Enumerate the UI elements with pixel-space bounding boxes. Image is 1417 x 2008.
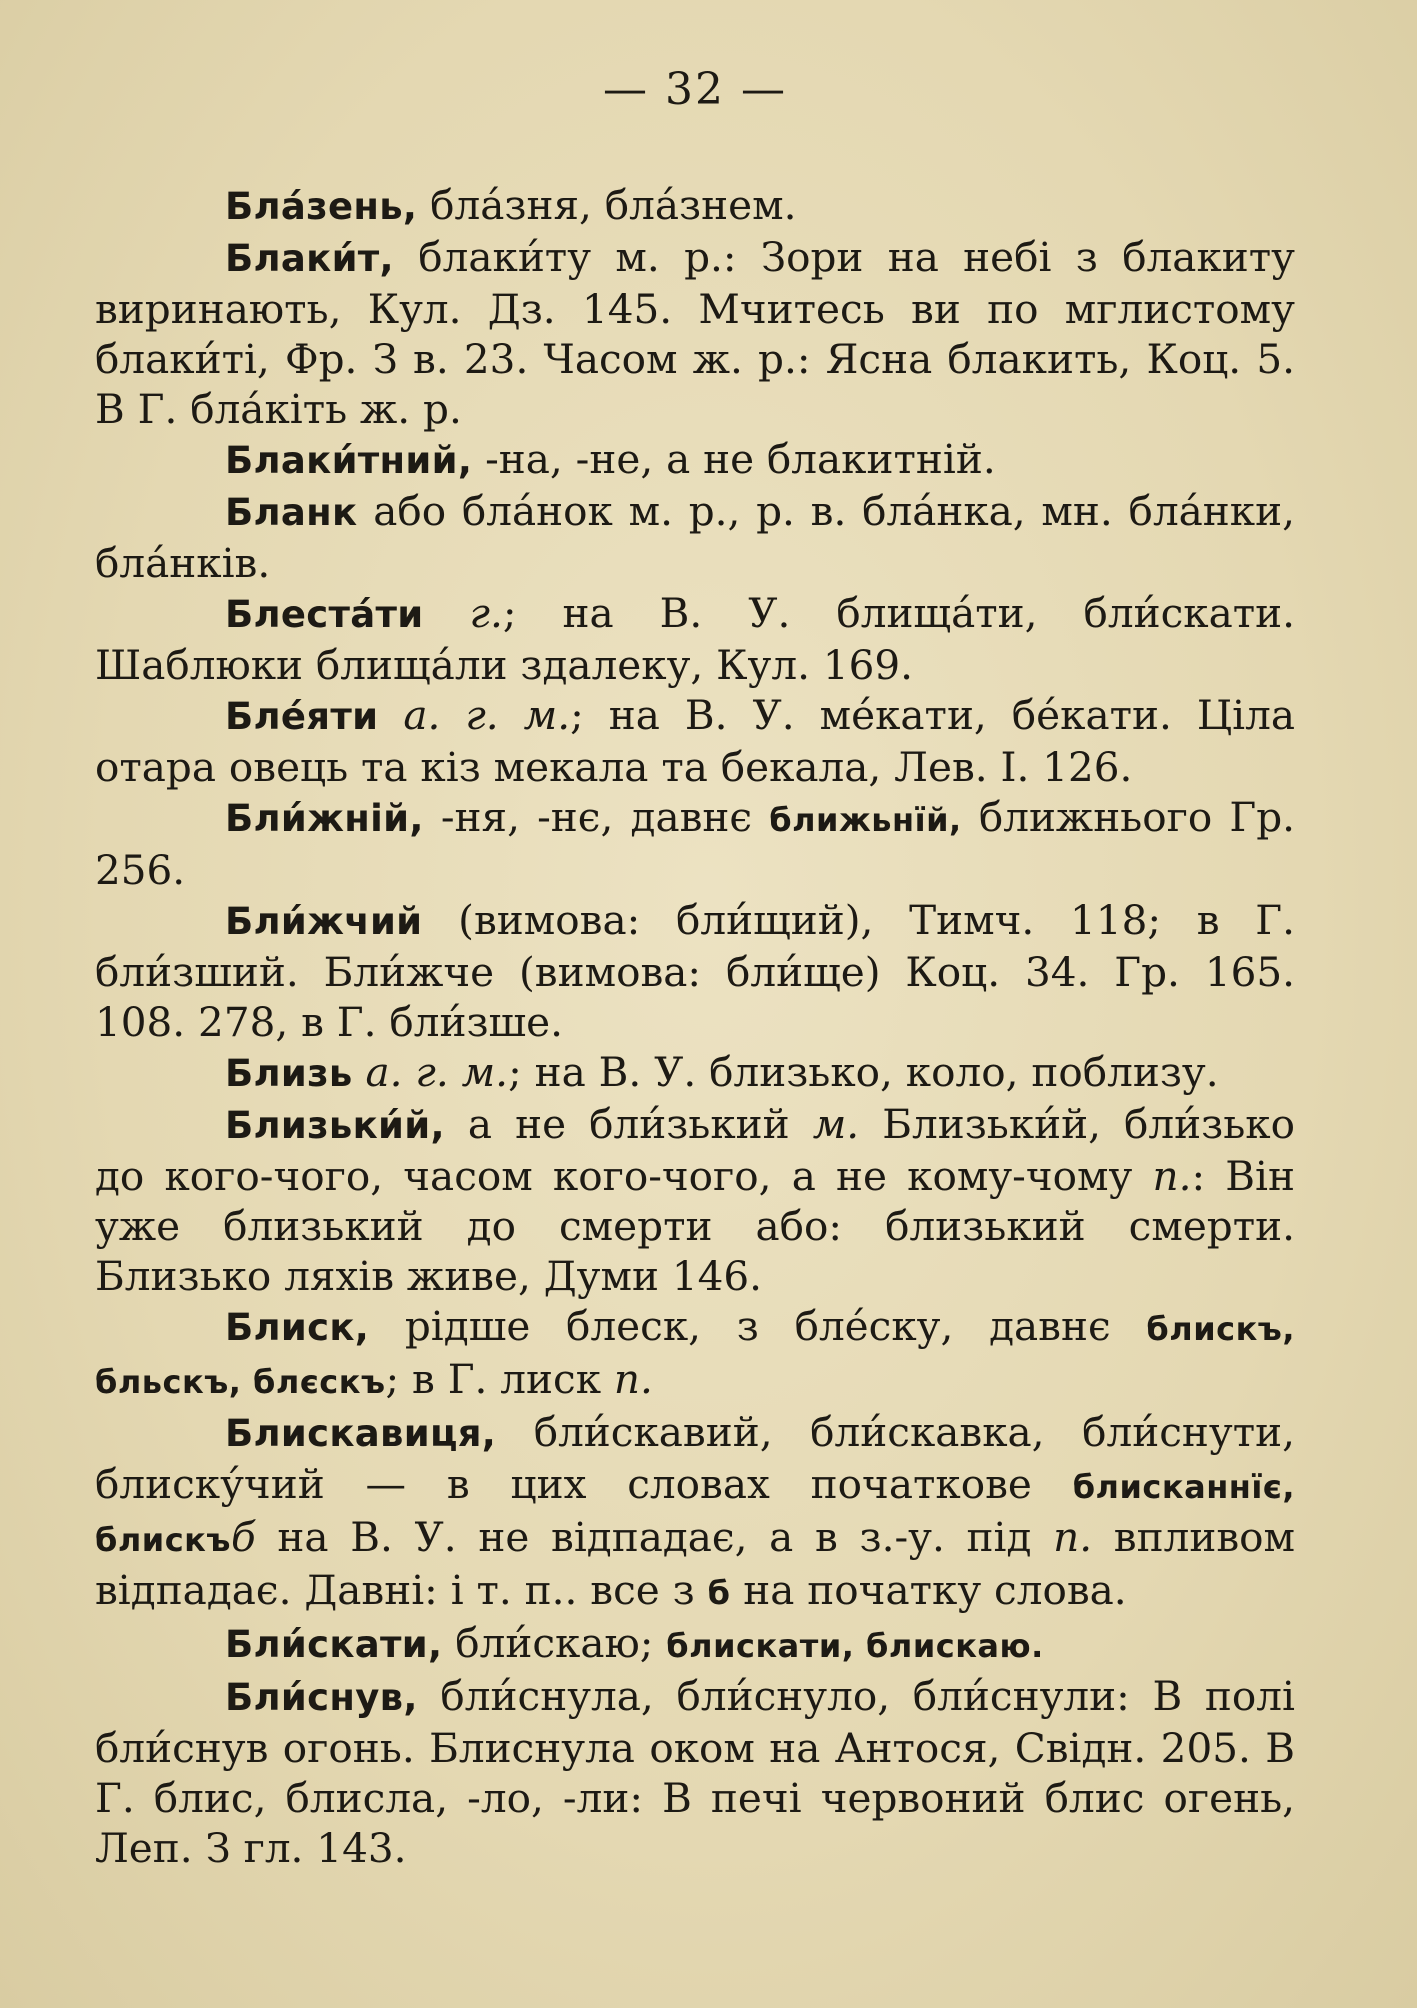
entry-headword: Блиск,: [225, 1306, 370, 1349]
entry-headword: Бле́яти: [225, 695, 379, 738]
entry-text: -ня, -нє, давнє: [423, 793, 770, 841]
entry-headword: Блискавиця,: [225, 1412, 497, 1455]
entry-headword: Бла́зень,: [225, 185, 418, 228]
entry-text: впливом відпадає. Давні:: [95, 1513, 1296, 1614]
entry-text: : Він уже близький до смерти або: близький смерти. Близько ляхів живе, Думи 146.: [95, 1152, 1296, 1300]
entry-headword: Близьки́й,: [225, 1104, 445, 1147]
entry-headword: Бли́жчий: [225, 900, 423, 943]
entry-text: бли́скаю;: [442, 1619, 667, 1667]
entry-text: бли́скавий, бли́скавка, бли́снути, блиску́чий — в цих словах початкове: [95, 1408, 1295, 1508]
entry-text: -на, -не, а не блакитній.: [472, 435, 996, 483]
grammar-mark: а. г. м.: [378, 691, 571, 739]
entry-text: ; на В. У. блища́ти, бли́скати. Шаблюки блища́ли здалеку, Кул. 169.: [95, 589, 1296, 689]
dictionary-entry: [95, 180, 1295, 232]
dictionary-entry: [95, 486, 1295, 588]
dictionary-entry: [95, 1671, 1295, 1873]
entry-text: бли́снула, бли́снуло, бли́снули: В полі бли́снув огонь. Блиснула оком на Антося, Свідн. 205. В Г. блис, блисла, -ло, -ли: В печі червоний блис огень, Леп. З гл. 143.: [95, 1672, 1295, 1872]
entry-text: блаки́ту м. р.: Зори на небі з блакиту виринають, Кул. Дз. 145. Мчитесь ви по мглистому блаки́ті, Фр. З в. 23. Часом ж. р.: Ясна блакить, Коц. 5. В Г. бла́кіть ж. р.: [95, 233, 1295, 433]
entry-text: бла́зня, бла́знем.: [417, 181, 797, 229]
dictionary-page: [95, 60, 1295, 1873]
entry-headword: Бли́скати,: [225, 1623, 443, 1666]
grammar-mark: п.: [1053, 1513, 1093, 1561]
entry-text: Близьки́й, бли́зько до кого-чого, часом кого-чого, а не кому-чому: [95, 1100, 1295, 1200]
grammar-mark: б: [230, 1513, 256, 1561]
entry-headword: Бли́снув,: [225, 1676, 418, 1719]
dictionary-entry: [95, 1407, 1295, 1618]
entry-headword: Блаки́тний,: [225, 439, 473, 482]
dictionary-entry: [95, 1099, 1295, 1301]
entry-text: ; на В. У. ме́кати, бе́кати. Ціла отара овець та кіз мекала та бекала, Лев. І. 126.: [95, 691, 1296, 791]
old-form: блисканнїє, блискъ: [95, 1468, 1295, 1559]
dictionary-entry: [95, 1618, 1295, 1671]
dictionary-entry: [95, 434, 1295, 486]
entry-headword: Бли́жній,: [225, 797, 424, 840]
entry-text: а не бли́зький: [444, 1100, 813, 1148]
entries-list: [95, 180, 1295, 1873]
entry-text: на В. У. не відпадає, а в з.-у. під: [255, 1513, 1054, 1561]
grammar-mark: м.: [812, 1100, 860, 1148]
entry-headword: Близь: [225, 1052, 353, 1095]
entry-headword: Блеста́ти: [225, 593, 424, 636]
entry-text: ; на В. У. близько, коло, поблизу.: [508, 1048, 1219, 1096]
grammar-mark: п.: [1152, 1152, 1192, 1200]
old-form: блискъ, бльскъ, блєскъ: [95, 1310, 1295, 1401]
entry-text: (вимова: бли́щий), Тимч. 118; в Г. бли́зший. Бли́жче (вимова: бли́ще) Коц. 34. Гр. 165. 108. 278, в Г. бли́зше.: [95, 896, 1295, 1046]
grammar-mark: п.: [613, 1355, 653, 1403]
entry-text: на початку слова.: [730, 1566, 1127, 1614]
old-form: б: [707, 1574, 731, 1612]
old-form: ближьнїй,: [769, 801, 962, 839]
dictionary-entry: [95, 690, 1295, 792]
entry-text: і т. п.. все з: [450, 1566, 708, 1614]
entry-headword: Блаки́т,: [225, 237, 394, 280]
entry-headword: Бланк: [225, 491, 358, 534]
old-form: блискати, блискаю.: [666, 1627, 1044, 1665]
dictionary-entry: [95, 232, 1295, 434]
dictionary-entry: [95, 1301, 1295, 1407]
entry-text: ближнього Гр. 256.: [95, 793, 1295, 894]
dictionary-entry: [95, 588, 1295, 690]
entry-text: рідше блеск, з бле́ску, давнє: [369, 1302, 1147, 1350]
grammar-mark: а. г. м.: [352, 1048, 509, 1096]
entry-text: ; в Г. лиск: [385, 1355, 614, 1403]
dictionary-entry: [95, 792, 1295, 895]
entry-text: або бла́нок м. р., р. в. бла́нка, мн. бла́нки, бла́нків.: [95, 487, 1295, 587]
grammar-mark: г.: [423, 589, 503, 637]
dictionary-entry: [95, 895, 1295, 1047]
page-number: — 32 —: [603, 64, 787, 115]
dictionary-entry: [95, 1047, 1295, 1099]
